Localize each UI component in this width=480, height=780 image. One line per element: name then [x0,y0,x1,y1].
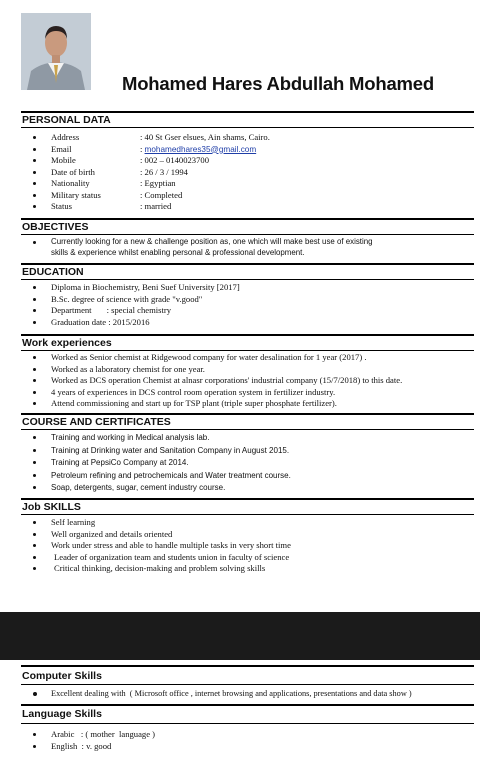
list-item-text: Soap, detergents, sugar, cement industry course. [51,483,226,492]
bullet-icon [33,733,36,736]
field-label: Nationality [51,178,90,188]
bullet-icon [33,194,36,197]
list-item-text: Leader of organization team and students union in faculty of science [54,551,290,562]
section-title-objectives: OBJECTIVES [22,221,89,233]
bullet-icon [33,368,36,371]
field-value: : Completed [140,189,183,200]
list-item-text: Graduation date : 2015/2016 [51,316,150,327]
bullet-icon [33,205,36,208]
list-item-text: Training at PepsiCo Company at 2014. [51,458,189,467]
list-item-text: Training and working in Medical analysis lab. [51,433,210,442]
section-rule [21,111,474,113]
section-rule [21,429,474,430]
list-item-text: Department : special chemistry [51,305,172,315]
section-rule [21,218,474,220]
section-rule [21,263,474,265]
section-rule [21,127,474,128]
bullet-icon [33,461,36,464]
bullet-icon [33,692,37,696]
field-label: Email [51,143,72,154]
cv-page-2 [0,660,480,780]
field-value: : Egyptian [140,178,176,188]
bullet-icon [33,391,36,394]
bullet-icon [33,241,36,244]
bullet-icon [33,474,36,477]
bullet-icon [33,567,36,570]
bullet-icon [33,298,36,301]
bullet-icon [33,379,36,382]
list-item-text: Critical thinking, decision-making and problem solving skills [54,563,266,573]
field-label: Date of birth [51,166,95,177]
objective-text [51,237,471,258]
bullet-icon [33,136,36,139]
list-item-text: Diploma in Biochemistry, Beni Suef University [2017] [51,282,240,292]
bullet-icon [33,521,36,524]
field-label: Address [51,132,80,142]
list-item-text: Petroleum refining and petrochemicals and Water treatment course. [51,470,291,480]
list-item-text: B.Sc. degree of science with grade "v.good" [51,293,203,304]
bullet-icon [33,309,36,312]
bullet-icon [33,286,36,289]
section-rule [21,334,474,336]
section-rule [21,723,474,724]
bullet-icon [33,171,36,174]
section-rule [21,498,474,500]
section-rule [21,704,474,706]
field-label: Status [51,201,73,211]
objective-line: Currently looking for a new & challenge position as, one which will make best use of existing [51,237,373,246]
section-title-education: EDUCATION [22,266,84,278]
list-item-text: Attend commissioning and start up for TSP plant (triple super phosphate fertilizer). [51,398,337,408]
candidate-name: Mohamed Hares Abdullah Mohamed [122,73,434,94]
bullet-icon [33,321,36,324]
bullet-icon [33,745,36,748]
list-item-text: 4 years of experiences in DCS control room operation system in fertilizer industry. [51,386,336,397]
bullet-icon [33,486,36,489]
list-item-text: Well organized and details oriented [51,528,173,539]
section-rule [21,279,474,280]
page-break-gap [0,612,480,660]
bullet-icon [33,356,36,359]
section-title-courses: COURSE AND CERTIFICATES [22,416,171,428]
field-value: : 26 / 3 / 1994 [140,166,188,177]
section-rule [21,234,474,235]
section-title-job-skills: Job SKILLS [22,501,81,513]
bullet-icon [33,402,36,405]
section-rule [21,665,474,667]
bullet-icon [33,159,36,162]
list-item-text: Arabic : ( mother language ) [51,729,156,739]
field-value: : mohamedhares35@gmail.com [140,143,257,154]
list-item-text: Work under stress and able to handle multiple tasks in very short time [51,540,291,550]
section-rule [21,350,474,351]
objective-line: skills & experience whilst enabling personal & professional development. [51,247,305,257]
portrait-image [21,13,91,90]
bullet-icon [33,556,36,559]
profile-photo [21,13,91,90]
section-title-work-experiences: Work experiences [22,337,112,349]
field-label: Mobile [51,155,76,165]
bullet-icon [33,544,36,547]
section-rule [21,684,474,685]
bullet-icon [33,533,36,536]
field-value: : 40 St Gser elsues, Ain shams, Cairo. [140,132,270,142]
list-item-text: Worked as Senior chemist at Ridgewood company for water desalination for 1 year (2017) . [51,352,367,362]
section-title-language-skills: Language Skills [22,708,102,720]
bullet-icon [33,449,36,452]
section-rule [21,514,474,515]
field-label: Military status [51,189,101,200]
list-item-text: Training at Drinking water and Sanitation Company in August 2015. [51,445,290,455]
field-value: : married [140,201,172,211]
bullet-icon [33,148,36,151]
list-item-text: English : v. good [51,740,112,751]
section-rule [21,413,474,415]
list-item-text: Excellent dealing with ( Microsoft office , internet browsing and applications, presentations and data show ) [51,689,412,698]
field-value: : 002 – 0140023700 [140,155,209,165]
bullet-icon [33,182,36,185]
bullet-icon [33,436,36,439]
list-item-text: Self learning [51,517,96,527]
list-item-text: Worked as DCS operation Chemist at alnasr corporations' industrial company (15/7/2018) to this date. [51,375,403,385]
list-item-text: Worked as a laboratory chemist for one year. [51,363,205,374]
email-link[interactable]: mohamedhares35@gmail.com [144,144,257,154]
section-title-personal-data: PERSONAL DATA [22,114,111,126]
section-title-computer-skills: Computer Skills [22,670,102,682]
